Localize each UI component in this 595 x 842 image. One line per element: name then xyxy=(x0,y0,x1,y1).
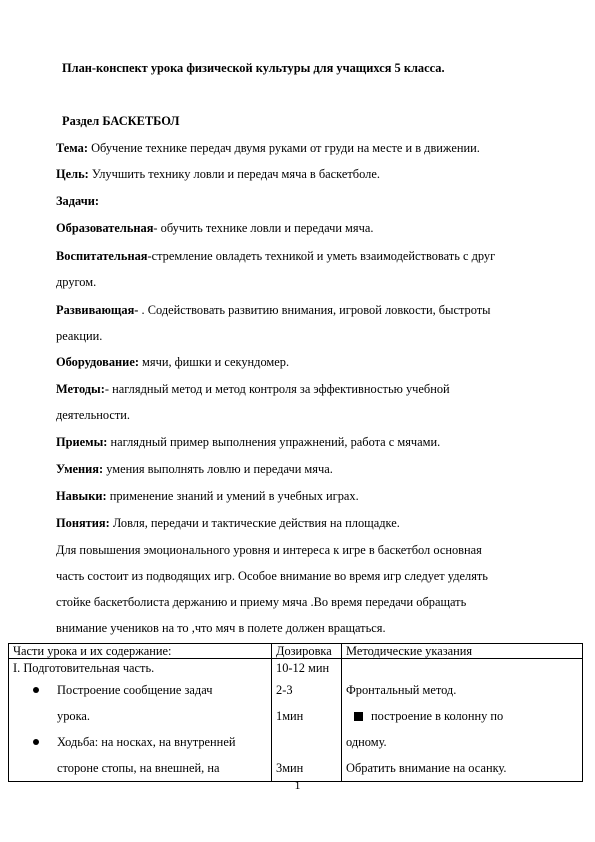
item-upbringing xyxy=(56,248,495,264)
dosage-line: 2-3 xyxy=(276,683,293,697)
item-upbringing-cont xyxy=(56,274,96,290)
item-techniques xyxy=(56,434,440,450)
parts-line: стороне стопы, на внешней, на xyxy=(57,761,220,775)
item-abilities xyxy=(56,461,333,477)
item-topic xyxy=(56,140,480,156)
dosage-line: 10-12 мин xyxy=(276,661,330,675)
item-goal xyxy=(56,166,380,182)
item-text: . Содействовать развитию внимания, игровой ловкости, быстроты xyxy=(138,303,491,317)
parts-bullet-line xyxy=(13,729,267,755)
guidelines-line xyxy=(346,659,578,677)
header-dosage: Дозировка xyxy=(272,644,342,659)
header-guidelines: Методические указания xyxy=(342,644,583,659)
document-title xyxy=(62,60,445,76)
item-label: Тема: xyxy=(56,141,88,155)
parts-line: I. Подготовительная часть. xyxy=(13,661,155,675)
header-parts: Части урока и их содержание: xyxy=(9,644,272,659)
item-text: деятельности. xyxy=(56,408,131,422)
item-label: Оборудование: xyxy=(56,355,139,369)
parts-text: Построение сообщение задач xyxy=(57,683,213,697)
paragraph-line: стойке баскетболиста держанию и приему мяча .Во время передачи обращать xyxy=(56,595,467,609)
item-text: реакции. xyxy=(56,329,103,343)
item-text: мячи, фишки и секундомер. xyxy=(138,355,290,369)
item-skills xyxy=(56,488,359,504)
title-text: План-конспект урока физической культуры для учащихся 5 класса. xyxy=(62,61,445,75)
guidelines-cell xyxy=(342,659,583,782)
guidelines-line: одному. xyxy=(346,735,387,749)
item-text: умения выполнять ловлю и передачи мяча. xyxy=(103,462,333,476)
parts-text: Ходьба: на носках, на внутренней xyxy=(57,735,236,749)
guidelines-line: Обратить внимание на осанку. xyxy=(346,761,507,775)
item-text: наглядный пример выполнения упражнений, работа с мячами. xyxy=(107,435,441,449)
guidelines-text: построение в колонну по xyxy=(371,709,504,723)
item-label: Развивающая- xyxy=(56,303,139,317)
bullet-icon xyxy=(33,687,39,693)
item-developing xyxy=(56,302,490,318)
item-text: другом. xyxy=(56,275,97,289)
bullet-icon xyxy=(33,739,39,745)
item-text: -стремление овладеть техникой и уметь взаимодействовать с друг xyxy=(147,249,496,263)
item-methods-cont xyxy=(56,407,130,423)
item-tasks xyxy=(56,193,99,209)
item-educational xyxy=(56,220,373,236)
parts-cell xyxy=(9,659,272,782)
item-methods xyxy=(56,381,450,397)
paragraph-line: внимание учеников на то ,что мяч в полете должен вращаться. xyxy=(56,621,386,635)
paragraph-line: Для повышения эмоционального уровня и интереса к игре в баскетбол основная xyxy=(56,543,482,557)
paragraph-line: часть состоит из подводящих игр. Особое внимание во время игр следует уделять xyxy=(56,569,488,583)
section-text: Раздел БАСКЕТБОЛ xyxy=(62,114,180,128)
item-developing-cont xyxy=(56,328,102,344)
item-label: Воспитательная xyxy=(56,249,148,263)
item-label: Понятия: xyxy=(56,516,110,530)
item-label: Приемы: xyxy=(56,435,108,449)
item-equipment xyxy=(56,354,289,370)
item-text: - наглядный метод и метод контроля за эффективностью учебной xyxy=(104,382,450,396)
section-heading xyxy=(62,113,180,129)
item-label: Образовательная xyxy=(56,221,154,235)
item-text: Ловля, передачи и тактические действия на площадке. xyxy=(109,516,400,530)
parts-bullet-line xyxy=(13,677,267,703)
dosage-line: 3мин xyxy=(276,761,304,775)
item-label: Методы: xyxy=(56,382,105,396)
item-label: Умения: xyxy=(56,462,104,476)
square-bullet-icon xyxy=(354,712,363,721)
dosage-line: 1мин xyxy=(276,709,304,723)
item-concepts xyxy=(56,515,400,531)
table-row xyxy=(9,659,583,782)
item-label: Задачи: xyxy=(56,194,99,208)
page-number: 1 xyxy=(294,778,301,792)
dosage-line xyxy=(276,729,337,755)
guidelines-square-line xyxy=(346,703,578,729)
item-label: Цель: xyxy=(56,167,89,181)
guidelines-line: Фронтальный метод. xyxy=(346,683,457,697)
item-text: применение знаний и умений в учебных играх. xyxy=(106,489,359,503)
parts-line: урока. xyxy=(57,709,91,723)
lesson-plan-table xyxy=(8,643,583,782)
table-header-row xyxy=(9,644,583,659)
item-text: Обучение технике передач двумя руками от груди на месте и в движении. xyxy=(87,141,480,155)
item-text: Улучшить технику ловли и передач мяча в баскетболе. xyxy=(88,167,380,181)
item-label: Навыки: xyxy=(56,489,107,503)
dosage-cell xyxy=(272,659,342,782)
item-text: - обучить технике ловли и передачи мяча. xyxy=(153,221,374,235)
